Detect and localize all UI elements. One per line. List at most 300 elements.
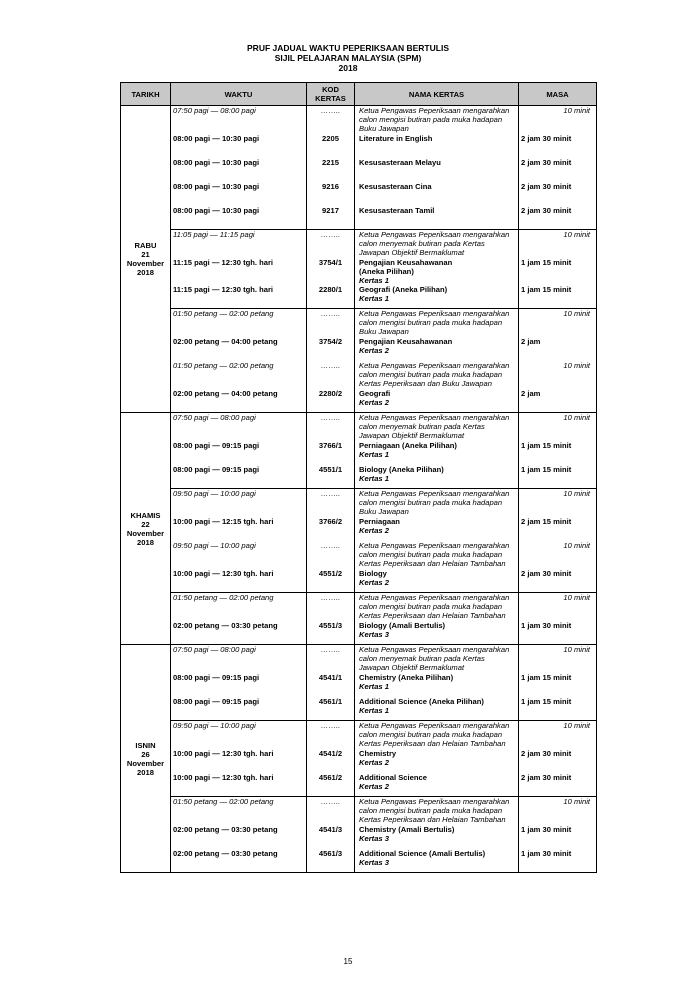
duration: 1 jam 15 minit [521, 257, 572, 267]
kod-cell [307, 645, 355, 673]
waktu-cell [171, 258, 307, 285]
kod-cell [307, 361, 355, 389]
paper-name: (Aneka Pilihan) [359, 266, 414, 276]
paper-code: …….. [320, 309, 341, 318]
instruction-text: calon mengisi butiran pada muka hadapan [359, 730, 503, 739]
masa-cell [519, 489, 597, 517]
instruction-row [121, 413, 597, 441]
instruction-text: Ketua Pengawas Peperiksaan mengarahkan [359, 360, 510, 370]
kod-cell [307, 230, 355, 258]
exam-time: 01:50 petang — 02:00 petang [173, 797, 274, 806]
masa-cell [519, 517, 597, 541]
waktu-cell [171, 309, 307, 337]
masa-cell [519, 206, 597, 230]
paper-code: 4561/3 [318, 848, 343, 858]
kod-cell [307, 621, 355, 645]
paper-code: …….. [320, 797, 341, 806]
paper-code: …….. [320, 645, 341, 654]
nama-cell [355, 309, 519, 337]
exam-time: 02:00 petang — 03:30 petang [173, 848, 278, 858]
paper-number: Kertas 1 [359, 449, 389, 459]
paper-code: …….. [320, 106, 341, 115]
duration: 10 minit [563, 540, 590, 550]
kod-cell [307, 773, 355, 797]
paper-row [121, 697, 597, 721]
paper-row [121, 569, 597, 593]
masa-cell [519, 285, 597, 309]
duration: 2 jam 30 minit [521, 133, 572, 143]
kod-cell [307, 849, 355, 873]
nama-cell [355, 825, 519, 849]
instruction-row [121, 721, 597, 749]
waktu-cell [171, 721, 307, 749]
paper-name: Biology (Aneka Pilihan) [359, 464, 444, 474]
paper-name: Chemistry [359, 748, 397, 758]
duration: 10 minit [563, 489, 590, 498]
waktu-cell [171, 158, 307, 182]
kod-cell [307, 389, 355, 413]
exam-time: 09:50 pagi — 10:00 pagi [173, 489, 256, 498]
date-cell [121, 413, 171, 645]
nama-cell [355, 621, 519, 645]
exam-time: 02:00 petang — 03:30 petang [173, 824, 278, 834]
paper-name: Additional Science (Aneka Pilihan) [359, 696, 484, 706]
paper-code: …….. [320, 593, 341, 602]
waktu-cell [171, 361, 307, 389]
paper-code: 4541/3 [318, 824, 343, 834]
instruction-row [121, 309, 597, 337]
duration: 10 minit [563, 645, 590, 654]
paper-code: 2280/1 [318, 284, 343, 294]
masa-cell [519, 541, 597, 569]
date-cell [121, 645, 171, 873]
exam-time: 02:00 petang — 04:00 petang [173, 336, 278, 346]
duration: 1 jam 30 minit [521, 824, 572, 834]
exam-time: 08:00 pagi — 10:30 pagi [173, 157, 260, 167]
instruction-text: calon mengisi butiran pada muka hadapan [359, 115, 503, 124]
instruction-text: Kertas Peperiksaan dan Helaian Tambahan [359, 558, 506, 568]
paper-row [121, 182, 597, 206]
kod-cell [307, 465, 355, 489]
col-header-kod-line1: KOD [322, 85, 339, 94]
doc-title-line1: PRUF JADUAL WAKTU PEPERIKSAAN BERTULIS [247, 43, 449, 53]
paper-name: Chemistry (Amali Bertulis) [359, 824, 455, 834]
kod-cell [307, 797, 355, 825]
col-header-nama: NAMA KERTAS [355, 83, 519, 106]
instruction-text: calon menyemak butiran pada Kertas [359, 654, 485, 663]
kod-cell [307, 258, 355, 285]
masa-cell [519, 389, 597, 413]
masa-cell [519, 749, 597, 773]
nama-cell [355, 465, 519, 489]
paper-number: Kertas 3 [359, 833, 389, 843]
paper-code: 4561/1 [318, 696, 343, 706]
kod-cell [307, 441, 355, 465]
paper-number: Kertas 3 [359, 857, 389, 867]
paper-code: 4551/3 [318, 620, 343, 630]
exam-time: 10:00 pagi — 12:30 tgh. hari [173, 748, 274, 758]
paper-row [121, 206, 597, 230]
paper-number: Kertas 2 [359, 757, 389, 767]
instruction-row [121, 797, 597, 825]
exam-time: 10:00 pagi — 12:15 tgh. hari [173, 516, 274, 526]
kod-cell [307, 489, 355, 517]
waktu-cell [171, 749, 307, 773]
duration: 2 jam 30 minit [521, 157, 572, 167]
paper-code: 9217 [322, 205, 339, 215]
paper-code: …….. [320, 230, 341, 239]
nama-cell [355, 230, 519, 258]
paper-name: Biology [359, 568, 387, 578]
duration: 2 jam [521, 336, 541, 346]
duration: 1 jam 15 minit [521, 696, 572, 706]
waktu-cell [171, 413, 307, 441]
exam-timetable [120, 82, 597, 873]
instruction-text: calon mengisi butiran pada muka hadapan [359, 602, 503, 611]
masa-cell [519, 158, 597, 182]
date-cell [121, 106, 171, 413]
paper-code: 2205 [322, 133, 339, 143]
col-header-waktu: WAKTU [171, 83, 307, 106]
nama-cell [355, 106, 519, 134]
exam-time: 11:15 pagi — 12:30 tgh. hari [173, 284, 274, 294]
nama-cell [355, 285, 519, 309]
exam-time: 08:00 pagi — 09:15 pagi [173, 440, 260, 450]
date-date: 22 [141, 519, 150, 529]
exam-time: 07:50 pagi — 08:00 pagi [173, 106, 256, 115]
instruction-text: calon mengisi butiran pada muka hadapan [359, 369, 503, 379]
kod-cell [307, 673, 355, 697]
waktu-cell [171, 134, 307, 158]
kod-cell [307, 541, 355, 569]
instruction-text: Ketua Pengawas Peperiksaan mengarahkan [359, 489, 510, 498]
kod-cell [307, 285, 355, 309]
paper-number: Kertas 2 [359, 345, 389, 355]
exam-time: 07:50 pagi — 08:00 pagi [173, 413, 256, 422]
date-year: 2018 [137, 537, 154, 547]
paper-name: Chemistry (Aneka Pilihan) [359, 672, 454, 682]
nama-cell [355, 517, 519, 541]
paper-code: …….. [320, 540, 341, 550]
paper-code: 4561/2 [318, 772, 343, 782]
nama-cell [355, 593, 519, 621]
duration: 1 jam 15 minit [521, 464, 572, 474]
kod-cell [307, 182, 355, 206]
kod-cell [307, 825, 355, 849]
duration: 10 minit [563, 797, 590, 806]
nama-cell [355, 389, 519, 413]
col-header-kod [307, 83, 355, 106]
nama-cell [355, 489, 519, 517]
exam-time: 01:50 petang — 02:00 petang [173, 593, 274, 602]
waktu-cell [171, 182, 307, 206]
masa-cell [519, 258, 597, 285]
duration: 10 minit [563, 413, 590, 422]
instruction-text: Ketua Pengawas Peperiksaan mengarahkan [359, 413, 510, 422]
paper-row [121, 465, 597, 489]
waktu-cell [171, 465, 307, 489]
nama-cell [355, 337, 519, 361]
exam-time: 02:00 petang — 03:30 petang [173, 620, 278, 630]
masa-cell [519, 182, 597, 206]
kod-cell [307, 697, 355, 721]
waktu-cell [171, 593, 307, 621]
duration: 1 jam 15 minit [521, 440, 572, 450]
instruction-row [121, 593, 597, 621]
paper-row [121, 825, 597, 849]
kod-cell [307, 749, 355, 773]
nama-cell [355, 413, 519, 441]
paper-code: …….. [320, 413, 341, 422]
instruction-text: Kertas Peperiksaan dan Helaian Tambahan [359, 739, 506, 748]
paper-row [121, 285, 597, 309]
paper-row [121, 441, 597, 465]
duration: 10 minit [563, 230, 590, 239]
masa-cell [519, 621, 597, 645]
nama-cell [355, 134, 519, 158]
paper-row [121, 749, 597, 773]
paper-number: Kertas 1 [359, 473, 389, 483]
paper-name: Kesusasteraan Melayu [359, 157, 441, 167]
instruction-text: Kertas Peperiksaan dan Helaian Tambahan [359, 815, 506, 824]
paper-row [121, 258, 597, 285]
exam-time: 11:15 pagi — 12:30 tgh. hari [173, 257, 274, 267]
exam-time: 01:50 petang — 02:00 petang [173, 309, 274, 318]
waktu-cell [171, 285, 307, 309]
waktu-cell [171, 645, 307, 673]
paper-code: 4541/1 [318, 672, 343, 682]
nama-cell [355, 721, 519, 749]
paper-name: Geografi (Aneka Pilihan) [359, 284, 448, 294]
instruction-text: calon mengisi butiran pada muka hadapan [359, 318, 503, 327]
nama-cell [355, 673, 519, 697]
kod-cell [307, 593, 355, 621]
duration: 10 minit [563, 106, 590, 115]
exam-time: 02:00 petang — 04:00 petang [173, 388, 278, 398]
masa-cell [519, 797, 597, 825]
masa-cell [519, 361, 597, 389]
exam-time: 08:00 pagi — 10:30 pagi [173, 181, 260, 191]
waktu-cell [171, 621, 307, 645]
instruction-text: calon mengisi butiran pada muka hadapan [359, 806, 503, 815]
waktu-cell [171, 441, 307, 465]
exam-time: 10:00 pagi — 12:30 tgh. hari [173, 568, 274, 578]
paper-name: Additional Science (Amali Bertulis) [359, 848, 486, 858]
paper-row [121, 134, 597, 158]
duration: 10 minit [563, 721, 590, 730]
nama-cell [355, 697, 519, 721]
nama-cell [355, 258, 519, 285]
duration: 1 jam 15 minit [521, 284, 572, 294]
date-date: 21 [141, 250, 150, 259]
duration: 10 minit [563, 593, 590, 602]
exam-time: 08:00 pagi — 10:30 pagi [173, 133, 260, 143]
masa-cell [519, 697, 597, 721]
exam-time: 09:50 pagi — 10:00 pagi [173, 721, 256, 730]
duration: 1 jam 15 minit [521, 672, 572, 682]
exam-time: 11:05 pagi — 11:15 pagi [173, 230, 255, 239]
paper-name: Perniagaan [359, 516, 400, 526]
date-day: KHAMIS [130, 510, 161, 520]
instruction-text: Ketua Pengawas Peperiksaan mengarahkan [359, 721, 510, 730]
masa-cell [519, 230, 597, 258]
instruction-text: Kertas Peperiksaan dan Helaian Tambahan [359, 611, 506, 620]
nama-cell [355, 645, 519, 673]
paper-row [121, 849, 597, 873]
instruction-text: Ketua Pengawas Peperiksaan mengarahkan [359, 309, 510, 318]
nama-cell [355, 749, 519, 773]
paper-number: Kertas 2 [359, 525, 389, 535]
masa-cell [519, 673, 597, 697]
nama-cell [355, 849, 519, 873]
paper-number: Kertas 1 [359, 275, 389, 285]
paper-code: 4551/1 [318, 464, 343, 474]
paper-code: 2280/2 [318, 388, 343, 398]
doc-title-line2: SIJIL PELAJARAN MALAYSIA (SPM) [274, 53, 422, 63]
masa-cell [519, 309, 597, 337]
paper-row [121, 673, 597, 697]
masa-cell [519, 849, 597, 873]
nama-cell [355, 541, 519, 569]
paper-code: 2215 [322, 157, 339, 167]
paper-code: …….. [320, 360, 341, 370]
instruction-text: Ketua Pengawas Peperiksaan mengarahkan [359, 645, 510, 654]
duration: 2 jam 30 minit [521, 772, 572, 782]
nama-cell [355, 182, 519, 206]
masa-cell [519, 645, 597, 673]
kod-cell [307, 721, 355, 749]
paper-name: Kesusasteraan Tamil [359, 205, 435, 215]
instruction-text: calon mengisi butiran pada muka hadapan [359, 498, 503, 507]
kod-cell [307, 158, 355, 182]
kod-cell [307, 134, 355, 158]
masa-cell [519, 825, 597, 849]
paper-number: Kertas 1 [359, 293, 389, 303]
paper-row [121, 517, 597, 541]
paper-code: …….. [320, 721, 341, 730]
paper-number: Kertas 2 [359, 577, 389, 587]
instruction-row [121, 361, 597, 389]
paper-name: Literature in English [359, 133, 433, 143]
date-date: 26 [141, 749, 150, 759]
col-header-kod-line2: KERTAS [315, 94, 346, 103]
paper-code: …….. [320, 489, 341, 498]
waktu-cell [171, 697, 307, 721]
page-number: 15 [343, 957, 353, 966]
instruction-text: Ketua Pengawas Peperiksaan mengarahkan [359, 106, 510, 115]
masa-cell [519, 773, 597, 797]
instruction-text: calon menyemak butiran pada Kertas [359, 239, 485, 248]
instruction-text: Ketua Pengawas Peperiksaan mengarahkan [359, 540, 510, 550]
paper-code: 4541/2 [318, 748, 343, 758]
waktu-cell [171, 106, 307, 134]
paper-code: 3766/1 [318, 440, 343, 450]
instruction-text: Jawapan Objektif Bermaklumat [359, 663, 465, 672]
masa-cell [519, 337, 597, 361]
instruction-row [121, 230, 597, 258]
instruction-text: Buku Jawapan [359, 507, 409, 516]
duration: 10 minit [563, 309, 590, 318]
duration: 2 jam [521, 388, 541, 398]
instruction-row [121, 541, 597, 569]
instruction-text: calon mengisi butiran pada muka hadapan [359, 549, 503, 559]
paper-name: Pengajian Keusahawanan [359, 257, 453, 267]
instruction-text: Jawapan Objektif Bermaklumat [359, 248, 465, 257]
paper-number: Kertas 1 [359, 681, 389, 691]
instruction-text: Ketua Pengawas Peperiksaan mengarahkan [359, 230, 510, 239]
instruction-text: Jawapan Objektif Bermaklumat [359, 431, 465, 440]
paper-name: Kesusasteraan Cina [359, 181, 432, 191]
kod-cell [307, 517, 355, 541]
date-year: 2018 [137, 767, 154, 777]
nama-cell [355, 441, 519, 465]
exam-time: 07:50 pagi — 08:00 pagi [173, 645, 256, 654]
duration: 10 minit [563, 360, 590, 370]
instruction-row [121, 106, 597, 134]
nama-cell [355, 569, 519, 593]
paper-row [121, 337, 597, 361]
paper-name: Geografi [359, 388, 391, 398]
paper-row [121, 621, 597, 645]
date-month: November [126, 259, 165, 268]
paper-code: 3754/2 [318, 336, 343, 346]
kod-cell [307, 106, 355, 134]
nama-cell [355, 797, 519, 825]
instruction-row [121, 489, 597, 517]
masa-cell [519, 569, 597, 593]
paper-name: Perniagaan (Aneka Pilihan) [359, 440, 457, 450]
instruction-row [121, 645, 597, 673]
instruction-text: Buku Jawapan [359, 124, 409, 133]
waktu-cell [171, 389, 307, 413]
paper-code: 4551/2 [318, 568, 343, 578]
paper-row [121, 773, 597, 797]
waktu-cell [171, 541, 307, 569]
nama-cell [355, 361, 519, 389]
date-month: November [126, 758, 165, 768]
waktu-cell [171, 517, 307, 541]
waktu-cell [171, 773, 307, 797]
waktu-cell [171, 673, 307, 697]
duration: 2 jam 30 minit [521, 748, 572, 758]
nama-cell [355, 206, 519, 230]
nama-cell [355, 158, 519, 182]
duration: 1 jam 30 minit [521, 620, 572, 630]
nama-cell [355, 773, 519, 797]
kod-cell [307, 337, 355, 361]
exam-time: 09:50 pagi — 10:00 pagi [173, 540, 256, 550]
masa-cell [519, 593, 597, 621]
masa-cell [519, 441, 597, 465]
masa-cell [519, 413, 597, 441]
paper-code: 9216 [322, 181, 339, 191]
paper-row [121, 158, 597, 182]
instruction-text: Buku Jawapan [359, 327, 409, 336]
waktu-cell [171, 849, 307, 873]
col-header-tarikh: TARIKH [121, 83, 171, 106]
col-header-masa: MASA [519, 83, 597, 106]
paper-number: Kertas 2 [359, 781, 389, 791]
instruction-text: Ketua Pengawas Peperiksaan mengarahkan [359, 593, 510, 602]
waktu-cell [171, 489, 307, 517]
instruction-text: Ketua Pengawas Peperiksaan mengarahkan [359, 797, 510, 806]
kod-cell [307, 413, 355, 441]
date-month: November [126, 528, 165, 538]
date-day: RABU [134, 241, 157, 250]
duration: 2 jam 15 minit [521, 516, 572, 526]
timetable-body [121, 106, 597, 873]
doc-title-year: 2018 [338, 63, 358, 73]
